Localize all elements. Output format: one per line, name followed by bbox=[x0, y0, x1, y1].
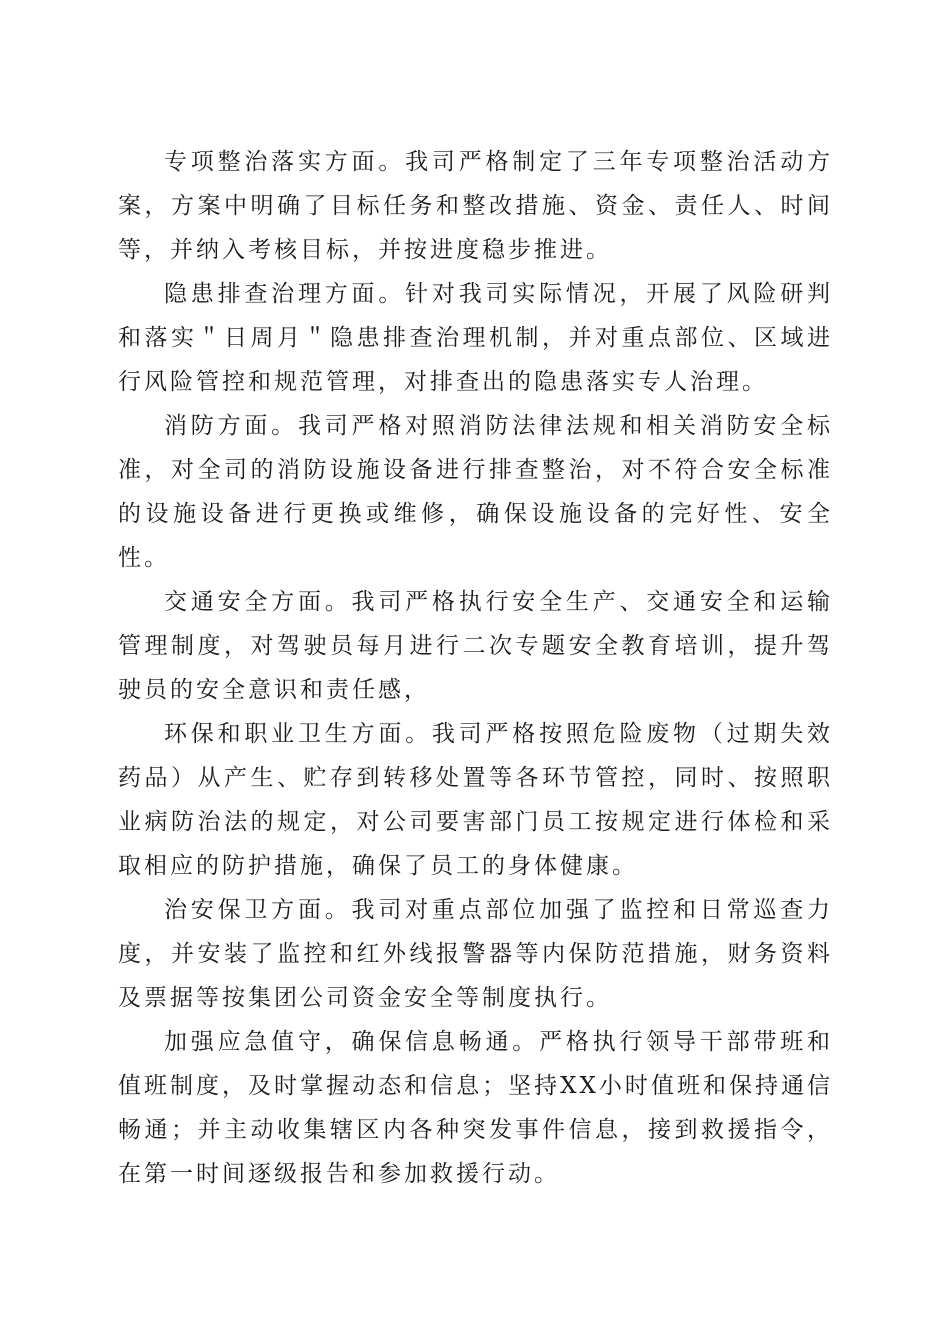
paragraph-hazard-investigation: 隐患排查治理方面。针对我司实际情况，开展了风险研判和落实＂日周月＂隐患排查治理机制，并对重点部位、区域进行风险管控和规范管理，对排查出的隐患落实专人治理。 bbox=[118, 281, 833, 395]
document-body bbox=[118, 140, 833, 1196]
paragraph-emergency-duty: 加强应急值守，确保信息畅通。严格执行领导干部带班和值班制度，及时掌握动态和信息；坚持XX小时值班和保持通信畅通；并主动收集辖区内各种突发事件信息，接到救援指令，在第一时间逐级报告和参加救援行动。 bbox=[118, 1029, 833, 1187]
paragraph-special-rectification: 专项整治落实方面。我司严格制定了三年专项整治活动方案，方案中明确了目标任务和整改措施、资金、责任人、时间等，并纳入考核目标，并按进度稳步推进。 bbox=[118, 149, 833, 263]
paragraph-environmental-occupational-health: 环保和职业卫生方面。我司严格按照危险废物（过期失效药品）从产生、贮存到转移处置等各环节管控，同时、按照职业病防治法的规定，对公司要害部门员工按规定进行体检和采取相应的防护措施，确保了员工的身体健康。 bbox=[118, 721, 833, 879]
paragraph-security-protection: 治安保卫方面。我司对重点部位加强了监控和日常巡查力度，并安装了监控和红外线报警器等内保防范措施，财务资料及票据等按集团公司资金安全等制度执行。 bbox=[118, 897, 833, 1011]
paragraph-traffic-safety: 交通安全方面。我司严格执行安全生产、交通安全和运输管理制度，对驾驶员每月进行二次专题安全教育培训，提升驾驶员的安全意识和责任感， bbox=[118, 589, 833, 703]
paragraph-fire-protection: 消防方面。我司严格对照消防法律法规和相关消防安全标准，对全司的消防设施设备进行排查整治，对不符合安全标准的设施设备进行更换或维修，确保设施设备的完好性、安全性。 bbox=[118, 413, 833, 571]
